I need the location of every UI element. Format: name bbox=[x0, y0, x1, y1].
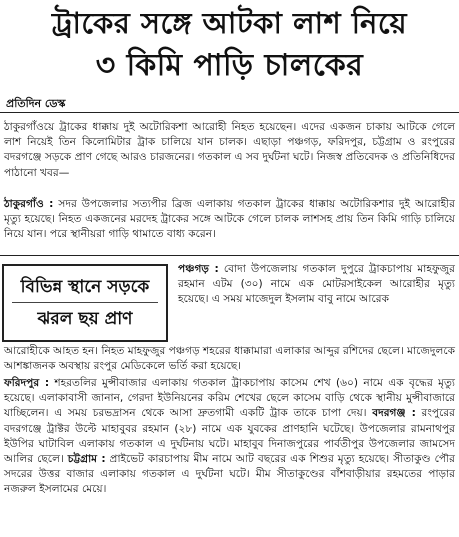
panchagarh-paragraph bbox=[178, 262, 455, 308]
subhead-divider bbox=[12, 302, 158, 303]
intro-paragraph bbox=[4, 120, 455, 181]
headline-line-1: ট্রাকের সঙ্গে আটকা লাশ নিয়ে bbox=[51, 6, 408, 40]
thakurgaon-text: সদর উপজেলার সত্যপীর ব্রিজ এলাকায় গতকাল ট্রাকের ধাক্কায় অটোরিকশার দুই আরোহীর মৃত্যু হয়েছে। নিহত একজনের মরদেহ ট্রাকের সঙ্গে আটকে গেলে চালক লাশসহ প্রায় তিন কিমি গাড়ি চালিয়ে নিয়ে যান। পরে স্থানীয়রা গাড়ি থামাতে বাধ্য করেন। bbox=[4, 198, 456, 241]
subhead-line-2: ঝরল ছয় প্রাণ bbox=[37, 309, 133, 329]
panchagarh-continued-text: আরোহীকে আহত হন। নিহত মাহফুজুর পঞ্চগড় শহরের ধাক্কামারা এলাকার আব্দুর রশিদের ছেলে। মাজেদুলকে আশঙ্কাজনক অবস্থায় রংপুর মেডিকেলে ভর্তি করা হয়েছে। bbox=[4, 345, 455, 373]
subhead-box bbox=[2, 264, 168, 342]
panchagarh-dateline: পঞ্চগড় : bbox=[178, 263, 219, 275]
faridpur-dateline: ফরিদপুর : bbox=[4, 377, 50, 389]
badarganj-dateline: বদরগঞ্জ : bbox=[372, 407, 416, 420]
byline-rule bbox=[0, 112, 459, 113]
panchagarh-continued bbox=[4, 344, 455, 374]
thakurgaon-paragraph bbox=[4, 197, 455, 243]
subhead-line-1: বিভিন্ন স্থানে সড়কে bbox=[20, 277, 150, 297]
faridpur-text: শহরতলির মুন্সীবাজার এলাকায় গতকাল ট্রাকচাপায় কাসেম শেখ (৬০) নামে এক বৃদ্ধের মৃত্যু হয়েছে। এলাকাবাসী জানান, গেরদা ইউনিয়নের করিম শেখের ছেলে কাসেম বাড়ি থেকে স্থানীয় মুন্সীবাজারে যাচ্ছিলেন। এ সময় চরভদ্রাসন থেকে আসা দ্রুতগামী একটি ট্রাক তাকে চাপা দেয়। bbox=[4, 377, 455, 420]
intro-text: ঠাকুরগাঁওয়ে ট্রাকের ধাক্কায় দুই অটোরিকশা আরোহী নিহত হয়েছেন। এদের একজন চাকায় আটকে গেলে লাশ নিয়েই তিন কিলোমিটার ট্রাক চালিয়ে যান চালক। এছাড়া পঞ্চগড়, ফরিদপুর, চট্টগ্রাম ও রংপুরের বদরগঞ্জে সড়কে প্রাণ গেছে আরও চারজনের। গতকাল এ সব দুর্ঘটনা ঘটে। নিজস্ব প্রতিবেদক ও প্রতিনিধিদের পাঠানো খবর— bbox=[4, 121, 455, 179]
chattogram-dateline: চট্টগ্রাম : bbox=[67, 453, 106, 466]
chattogram-text: প্রাইভেট কারচাপায় মীম নামে আট বছরের এক শিশুর মৃত্যু হয়েছে। সীতাকুণ্ড পৌর সদরের উত্তর বাজার এলাকায় গতকাল এ দুর্ঘটনা ঘটে। মীম সীতাকুণ্ডের বাঁশবাড়ীয়ার রহমতের পাড়ার নজরুল ইসলামের মেয়ে। bbox=[4, 453, 455, 496]
headline-line-2: ৩ কিমি পাড়ি চালকের bbox=[95, 48, 364, 83]
section-rule bbox=[0, 255, 459, 256]
badarganj-text: রংপুরের বদরগঞ্জে ট্রাক্টর উল্টে মাহাবুবর রহমান (২৮) নামে এক যুবকের প্রাণহানি ঘটেছে। উপজেলার রামনাথপুর ইউপির ঘাটাবিল এলাকায় গতকাল এ দুর্ঘটনায় ঘটে। মাহাবুব দিনাজপুরের পার্বতীপুর উপজেলার জামসেদ আলির ছেলে। bbox=[4, 407, 455, 466]
thakurgaon-dateline: ঠাকুরগাঁও : bbox=[4, 198, 54, 210]
faridpur-badarganj-paragraph bbox=[4, 376, 455, 498]
byline: প্রতিদিন ডেস্ক bbox=[6, 97, 66, 110]
panchagarh-text: বোদা উপজেলায় গতকাল দুপুরে ট্রাকচাপায় মাহফুজুর রহমান এটম (৩০) নামে এক মোটরসাইকেল আরোহীর মৃত্যু হয়েছে। এ সময় মাজেদুল ইসলাম বাবু নামে আরেক bbox=[178, 263, 455, 306]
